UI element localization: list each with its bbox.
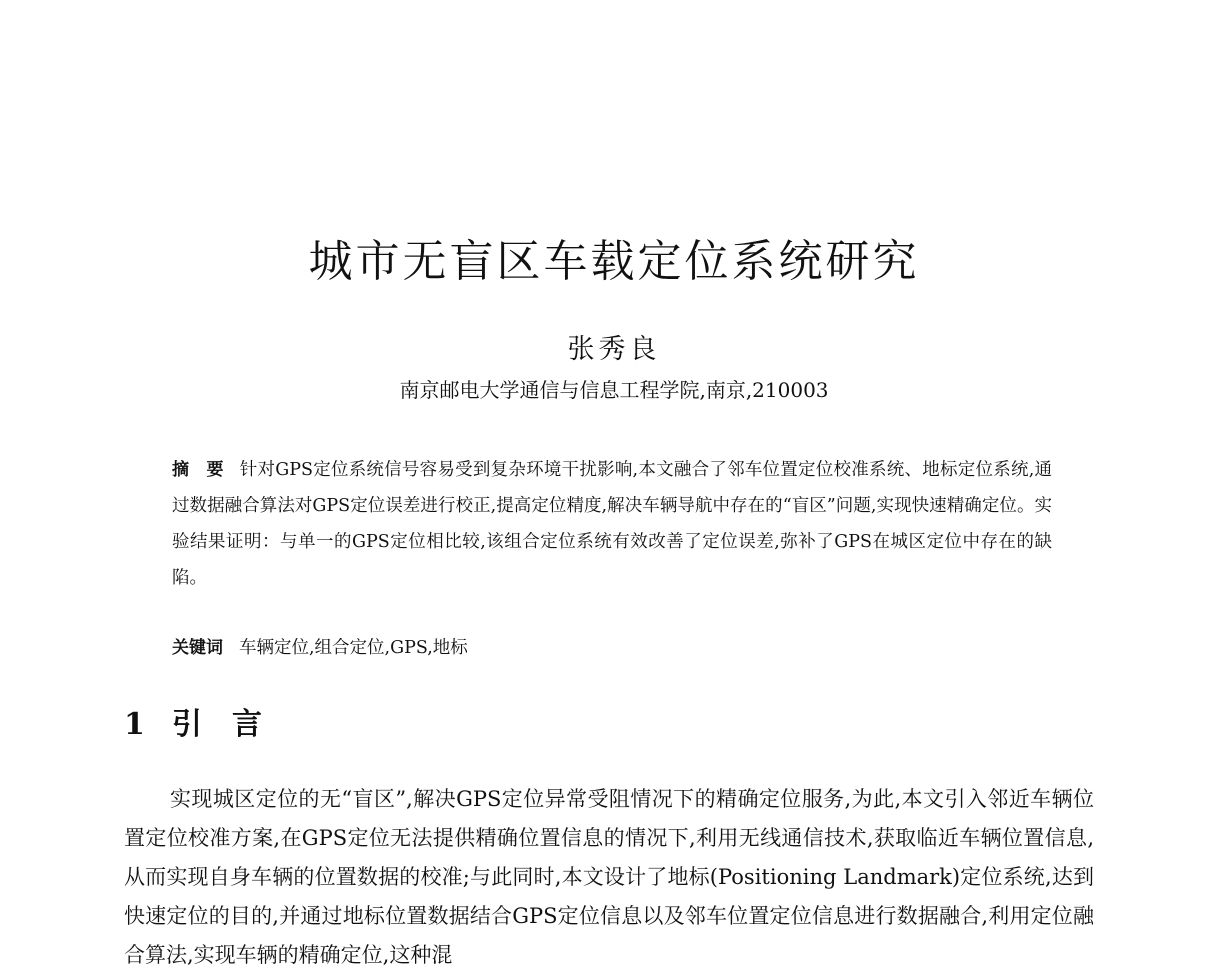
- section-heading: [124, 703, 292, 747]
- author-affiliation: 南京邮电大学通信与信息工程学院,南京,210003: [399, 378, 829, 402]
- section-title: 引言: [172, 707, 292, 742]
- abstract-block: [172, 452, 1052, 596]
- keywords-block: [172, 633, 1052, 663]
- keywords-text: 车辆定位,组合定位,GPS,地标: [239, 638, 468, 658]
- keywords-label: 关键词: [172, 638, 223, 658]
- body-paragraph: 实现城区定位的无“盲区”,解决GPS定位异常受阻情况下的精确定位服务,为此,本文引入邻近车辆位置定位校准方案,在GPS定位无法提供精确位置信息的情况下,利用无线通信技术,获取临近车辆位置信息,从而实现自身车辆的位置数据的校准;与此同时,本文设计了地标(Positioning Landmark)定位系统,达到快速定位的目的,并通过地标位置数据结合GPS定位信息以及邻车位置定位信息进行数据融合,利用定位融合算法,实现车辆的精确定位,这种混: [124, 787, 1094, 967]
- section-number: 1: [124, 707, 145, 742]
- paper-title: 城市无盲区车载定位系统研究: [308, 236, 920, 287]
- author-name: 张秀良: [567, 334, 661, 365]
- abstract-text: 针对GPS定位系统信号容易受到复杂环境干扰影响,本文融合了邻车位置定位校准系统、地标定位系统,通过数据融合算法对GPS定位误差进行校正,提高定位精度,解决车辆导航中存在的“盲区”问题,实现快速精确定位。实验结果证明：与单一的GPS定位相比较,该组合定位系统有效改善了定位误差,弥补了GPS在城区定位中存在的缺陷。: [172, 460, 1052, 588]
- abstract-label: 摘 要: [172, 460, 224, 480]
